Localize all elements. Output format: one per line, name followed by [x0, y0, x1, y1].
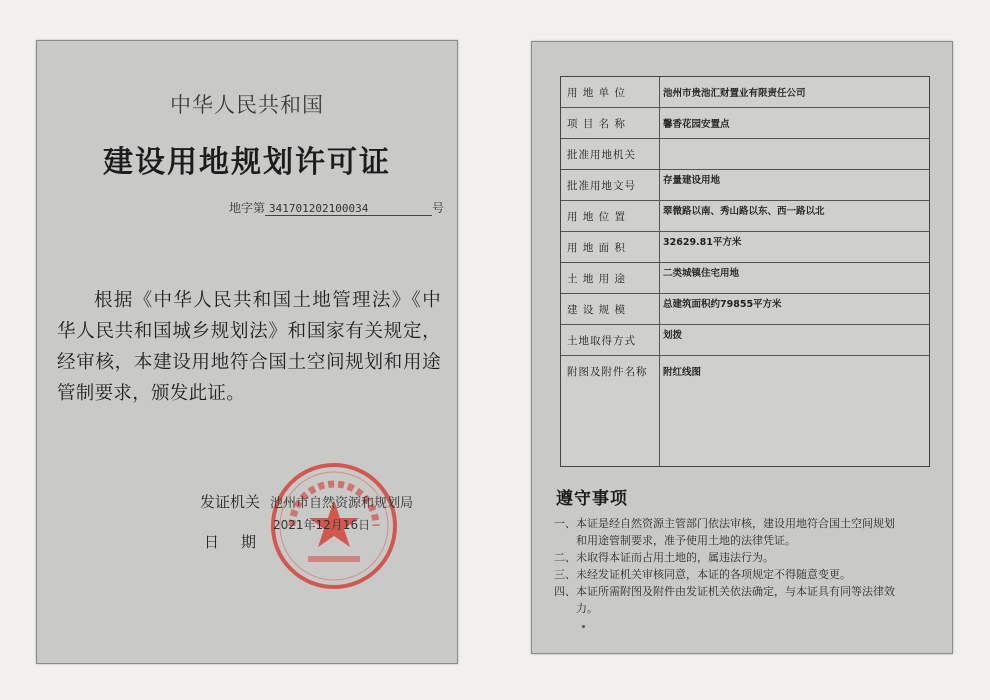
note-item: 二、未取得本证而占用土地的，属违法行为。	[554, 551, 774, 564]
row-value: 池州市贵池汇财置业有限责任公司	[663, 88, 806, 99]
table-row	[561, 263, 929, 294]
issuer-name: 池州市自然资源和规划局	[270, 496, 414, 511]
row-value: 划拨	[663, 330, 683, 341]
row-value: 32629.81平方米	[663, 237, 742, 248]
row-label: 批准用地文号	[561, 170, 660, 200]
table-row	[561, 294, 929, 325]
row-label: 土 地 用 途	[561, 263, 660, 293]
row-value: 存量建设用地	[663, 175, 721, 186]
date-label: 日期	[204, 533, 279, 551]
table-row	[561, 201, 929, 232]
notes-title: 遵守事项	[556, 489, 628, 509]
row-label: 附图及附件名称	[561, 356, 660, 466]
row-value: 馨香花园安置点	[663, 119, 730, 130]
row-label: 土地取得方式	[561, 325, 660, 355]
row-label: 建 设 规 模	[561, 294, 660, 324]
note-item-continuation: 和用途管制要求，准予使用土地的法律凭证。	[576, 534, 796, 547]
table-row	[561, 232, 929, 263]
certificate-right-page	[531, 41, 953, 654]
issue-date: 2021年12月16日	[273, 518, 371, 532]
row-label: 用 地 面 积	[561, 232, 660, 262]
table-row	[561, 356, 929, 466]
table-row	[561, 139, 929, 170]
row-label: 项 目 名 称	[561, 108, 660, 138]
table-row	[561, 77, 929, 108]
permit-number-row	[229, 199, 444, 216]
permit-number: 341701202100034	[265, 202, 432, 216]
row-label: 用 地 单 位	[561, 77, 660, 107]
table-row	[561, 170, 929, 201]
certificate-body: 根据《中华人民共和国土地管理法》《中华人民共和国城乡规划法》和国家有关规定，经审核，本建设用地符合国土空间规划和用途管制要求，颁发此证。	[57, 290, 441, 404]
note-item-continuation: 力。	[576, 602, 598, 615]
row-label: 用 地 位 置	[561, 201, 660, 231]
permit-suffix: 号	[432, 201, 445, 215]
issuer-row	[200, 491, 413, 512]
notes-list	[554, 515, 938, 617]
row-label: 批准用地机关	[561, 139, 660, 169]
certificate-left-page	[36, 40, 458, 664]
land-info-table	[560, 76, 930, 467]
country-name: 中华人民共和国	[170, 93, 324, 117]
permit-prefix: 地字第	[229, 201, 266, 215]
note-item: 四、本证所需附图及附件由发证机关依法确定，与本证具有同等法律效	[554, 585, 895, 598]
row-value	[660, 139, 929, 169]
table-row	[561, 108, 929, 139]
note-item: 一、本证是经自然资源主管部门依法审核，建设用地符合国土空间规划	[554, 517, 895, 530]
page-mark	[582, 625, 585, 628]
row-value: 总建筑面积约79855平方米	[663, 299, 782, 310]
certificate-title: 建设用地规划许可证	[103, 145, 391, 180]
row-value: 翠微路以南、秀山路以东、西一路以北	[663, 206, 825, 217]
row-value: 二类城镇住宅用地	[663, 268, 740, 279]
issuer-label: 发证机关	[200, 493, 261, 511]
row-value: 附红线图	[663, 367, 702, 378]
note-item: 三、未经发证机关审核同意，本证的各项规定不得随意变更。	[554, 568, 851, 581]
table-row	[561, 325, 929, 356]
